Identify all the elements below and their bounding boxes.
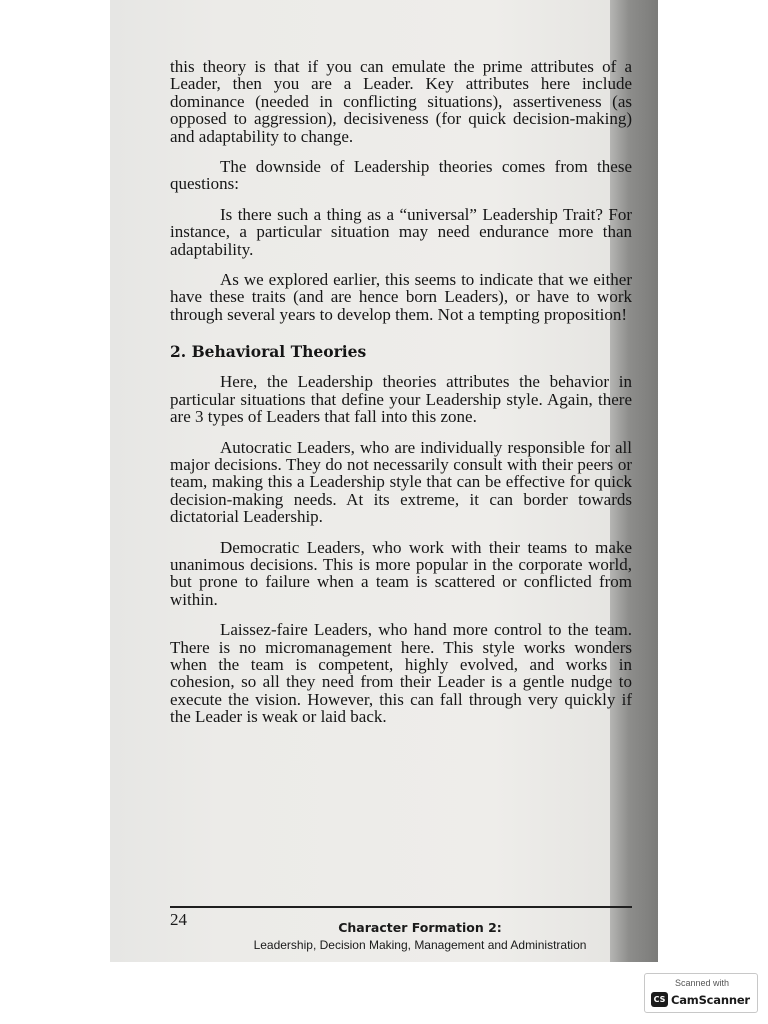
paragraph-democratic: Democratic Leaders, who work with their teams to make unanimous decisions. This is more popular in the corporate world, but prone to failure when a team is scattered or conflicted from within. — [170, 537, 632, 609]
section-heading: 2. Behavioral Theories — [170, 342, 367, 362]
paragraph-explored-earlier: As we explored earlier, this seems to indicate that we either have these traits (and are hence born Leaders), or have to work through several years to develop them. Not a tempting proposition! — [170, 270, 632, 324]
scanned-with-label: Scanned with — [674, 978, 730, 988]
paragraph-universal-trait: Is there such a thing as a “universal” Leadership Trait? For instance, a particular situation may need endurance more than adaptability. — [170, 204, 632, 259]
page-body — [170, 58, 632, 739]
paragraph-laissez-faire: Laissez-faire Leaders, who hand more control to the team. There is no micromanagement here. This style works wonders when the team is competent, highly evolved, and works in cohesion, so all they need from their Leader is a gentle nudge to execute the vision. However, this can fall through very quickly if the Leader is weak or laid back. — [170, 620, 632, 727]
paragraph-behavioral-intro: Here, the Leadership theories attributes the behavior in particular situations that define your Leadership style. Again, there are 3 types of Leaders that fall into this zone. — [170, 372, 632, 427]
paragraph-autocratic: Autocratic Leaders, who are individually responsible for all major decisions. They do not necessarily consult with their peers or team, making this a Leadership style that can be effective for quick decision-making needs. At its extreme, it can border towards dictatorial Leadership. — [170, 437, 632, 527]
paragraph-downside: The downside of Leadership theories comes from these questions: — [170, 157, 632, 194]
camscanner-brand-row — [651, 992, 750, 1007]
footer-rule — [170, 906, 632, 908]
paragraph-attributes: this theory is that if you can emulate the prime attributes of a Leader, then you are a Leader. Key attributes here include dominance (needed in conflicting situations), assertiveness (as opposed to aggression), decisiveness (for quick decision-making) and adaptability to change. — [170, 57, 632, 146]
footer-book-subtitle: Leadership, Decision Making, Management and Administration — [253, 938, 587, 952]
page-number: 24 — [170, 910, 187, 929]
camscanner-logo-icon: CS — [651, 992, 668, 1007]
footer-book-title: Character Formation 2: — [338, 920, 502, 935]
scanned-page — [110, 0, 658, 962]
camscanner-watermark — [644, 973, 758, 1013]
camscanner-brand-name: CamScanner — [671, 992, 750, 1007]
